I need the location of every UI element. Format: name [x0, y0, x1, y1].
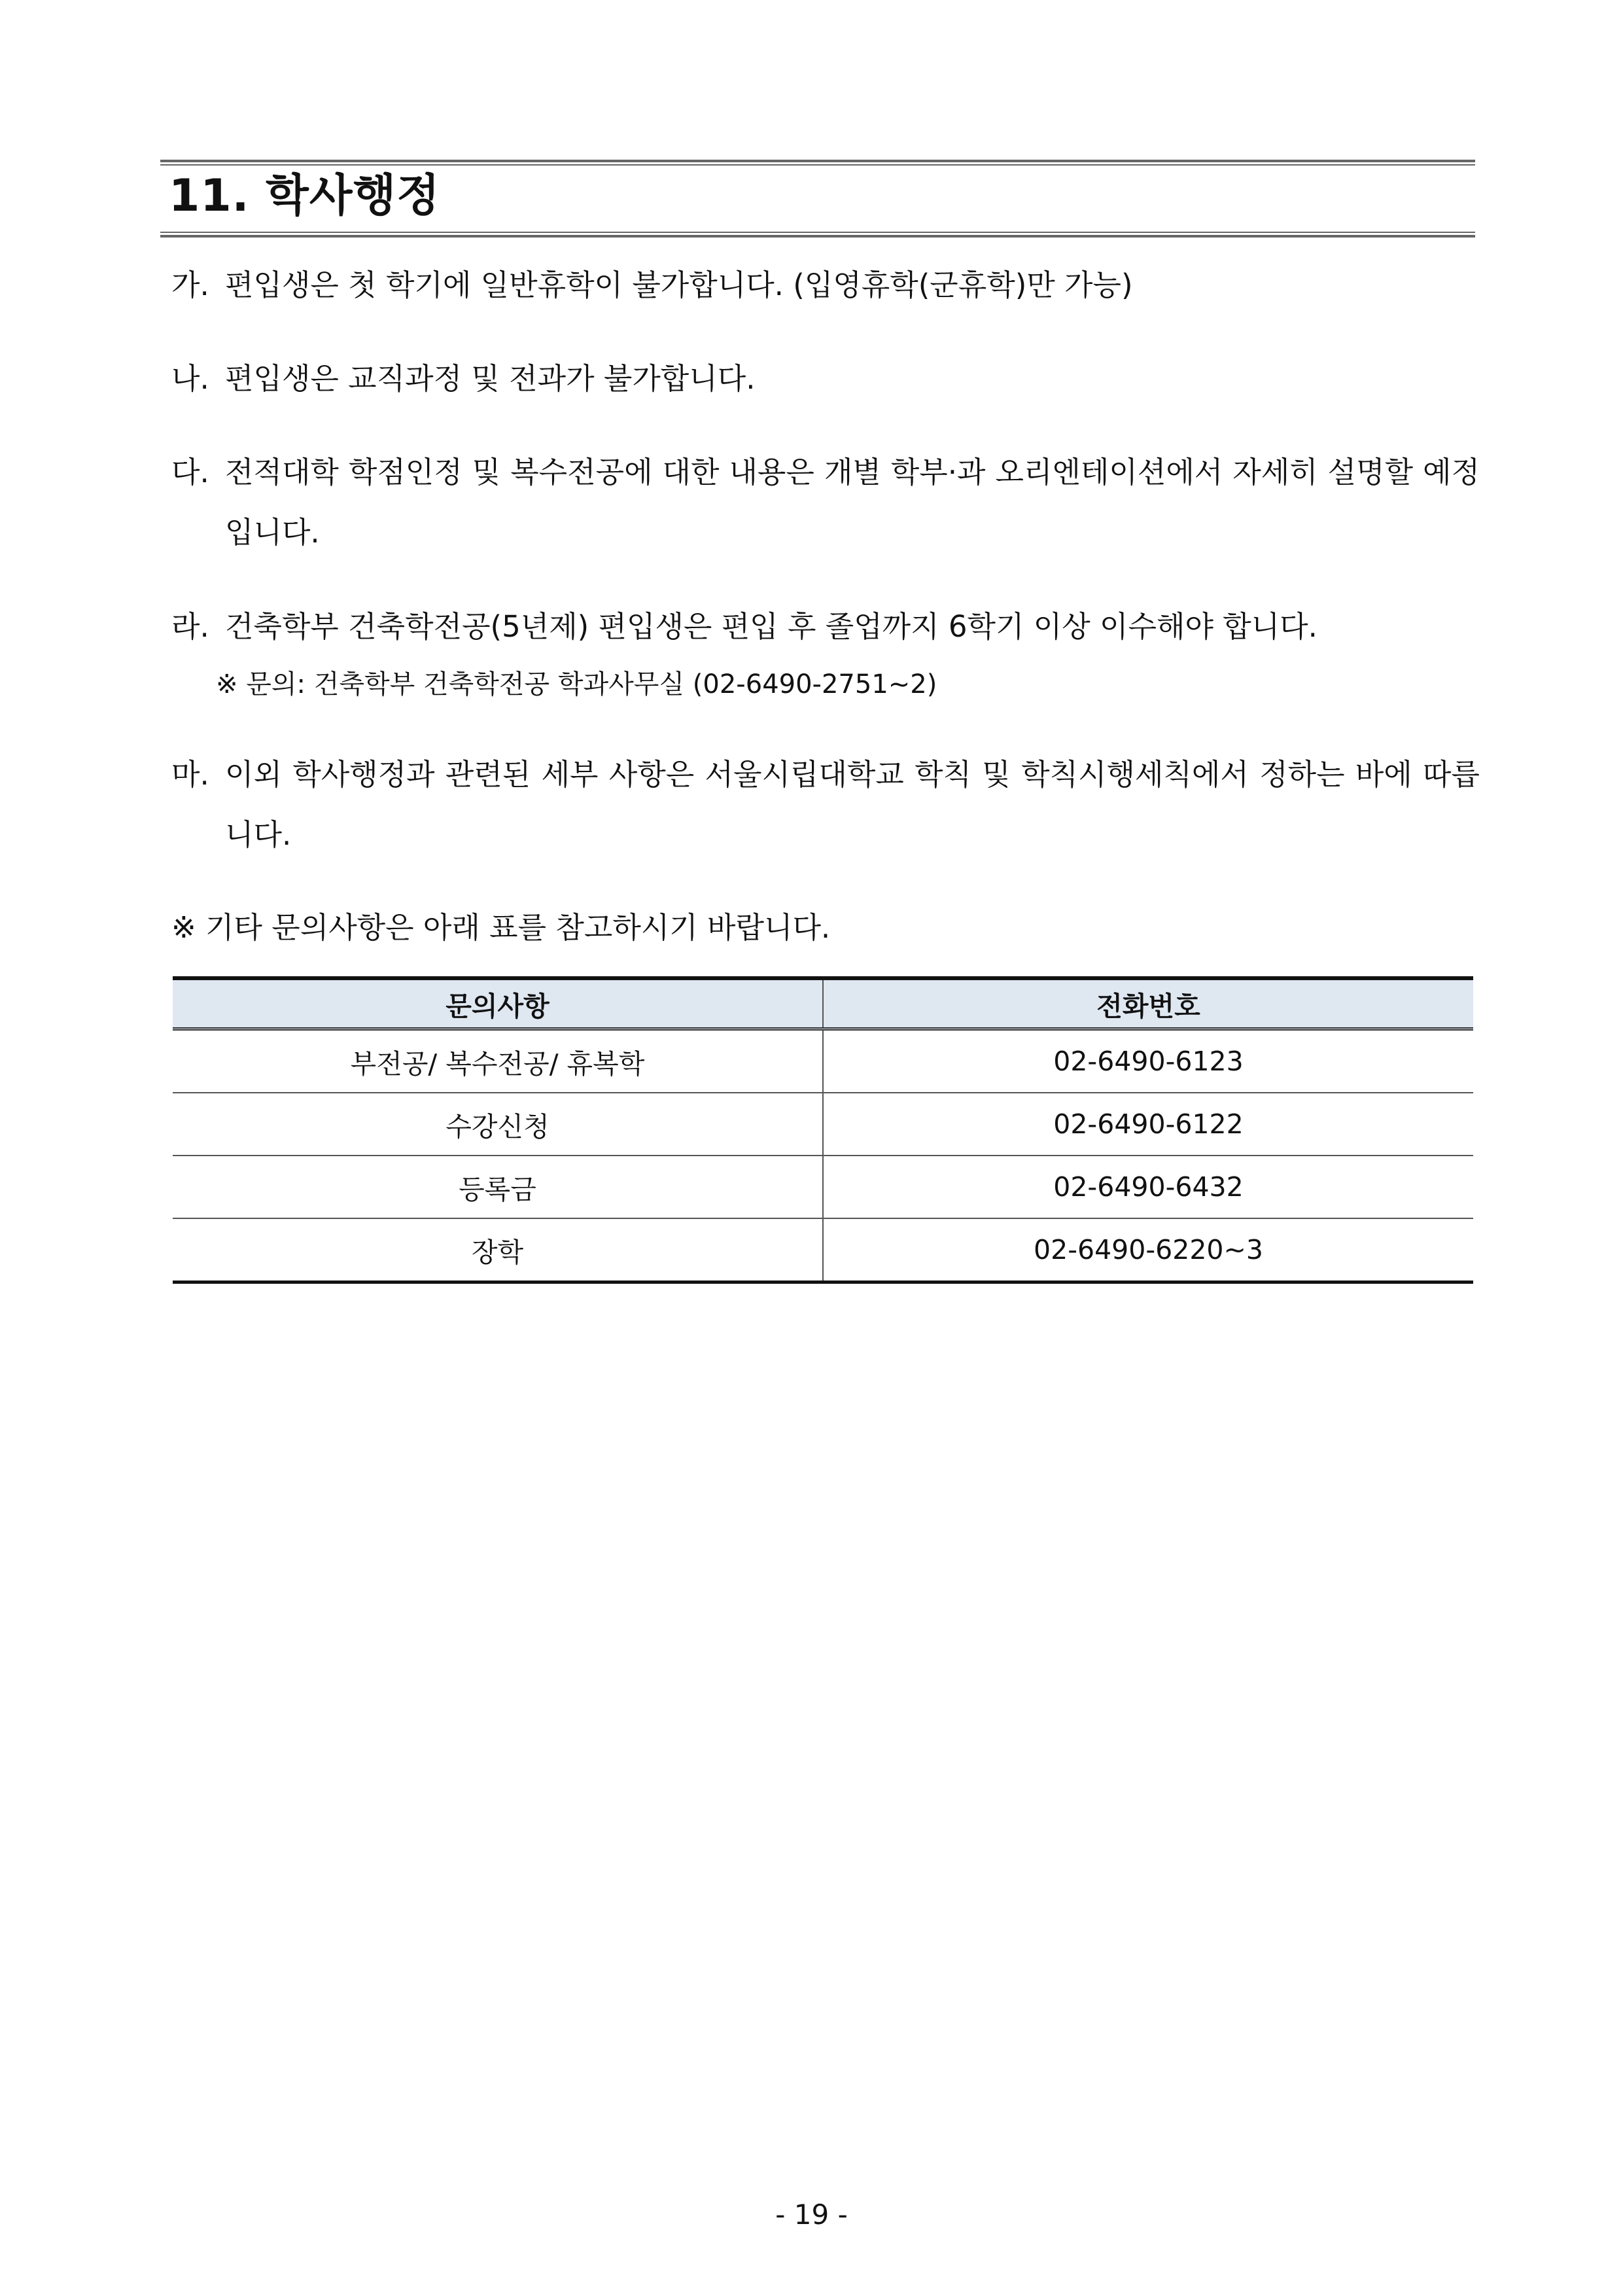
item-text: 편입생은 교직과정 및 전과가 불가합니다.	[225, 361, 756, 396]
list-item	[171, 745, 1480, 865]
item-text: 편입생은 첫 학기에 일반휴학이 불가합니다. (입영휴학(군휴학)만 가능)	[225, 268, 1133, 302]
item-marker: 다.	[171, 455, 209, 489]
heading-rule-top	[160, 160, 1475, 166]
inquiry-cell: 수강신청	[173, 1093, 823, 1156]
list-item	[171, 597, 1480, 657]
table-row	[173, 1156, 1473, 1218]
item-marker: 마.	[171, 757, 209, 792]
table-header-row	[173, 978, 1473, 1029]
table-row	[173, 1029, 1473, 1093]
architecture-contact-note: ※ 문의: 건축학부 건축학전공 학과사무실 (02-6490-2751~2)	[216, 669, 937, 699]
inquiry-cell: 등록금	[173, 1156, 823, 1218]
item-text: 건축학부 건축학전공(5년제) 편입생은 편입 후 졸업까지 6학기 이상 이수해야 합니다.	[225, 609, 1318, 644]
header-phone: 전화번호	[823, 978, 1473, 1029]
inquiry-cell: 부전공/ 복수전공/ 휴복학	[173, 1029, 823, 1093]
list-item	[171, 349, 1480, 409]
header-inquiry: 문의사항	[173, 978, 823, 1029]
page-number: - 19 -	[775, 2199, 848, 2231]
heading-rule-bottom	[160, 232, 1475, 238]
inquiry-cell: 장학	[173, 1218, 823, 1282]
item-marker: 나.	[171, 361, 209, 396]
phone-cell: 02-6490-6432	[823, 1156, 1473, 1218]
general-inquiry-note: ※ 기타 문의사항은 아래 표를 참고하시기 바랍니다.	[171, 910, 831, 945]
item-marker: 라.	[171, 609, 209, 644]
phone-cell: 02-6490-6123	[823, 1029, 1473, 1093]
list-item	[171, 255, 1480, 315]
inquiry-table	[173, 976, 1473, 1284]
section-title: 11. 학사행정	[169, 170, 440, 222]
table-row	[173, 1093, 1473, 1156]
list-item	[171, 442, 1480, 563]
phone-cell: 02-6490-6122	[823, 1093, 1473, 1156]
item-text: 이외 학사행정과 관련된 세부 사항은 서울시립대학교 학칙 및 학칙시행세칙에서 정하는 바에 따릅니다.	[225, 757, 1480, 852]
item-text: 전적대학 학점인정 및 복수전공에 대한 내용은 개별 학부·과 오리엔테이션에서 자세히 설명할 예정입니다.	[225, 455, 1480, 550]
item-marker: 가.	[171, 268, 209, 302]
table-row	[173, 1218, 1473, 1282]
phone-cell: 02-6490-6220~3	[823, 1218, 1473, 1282]
